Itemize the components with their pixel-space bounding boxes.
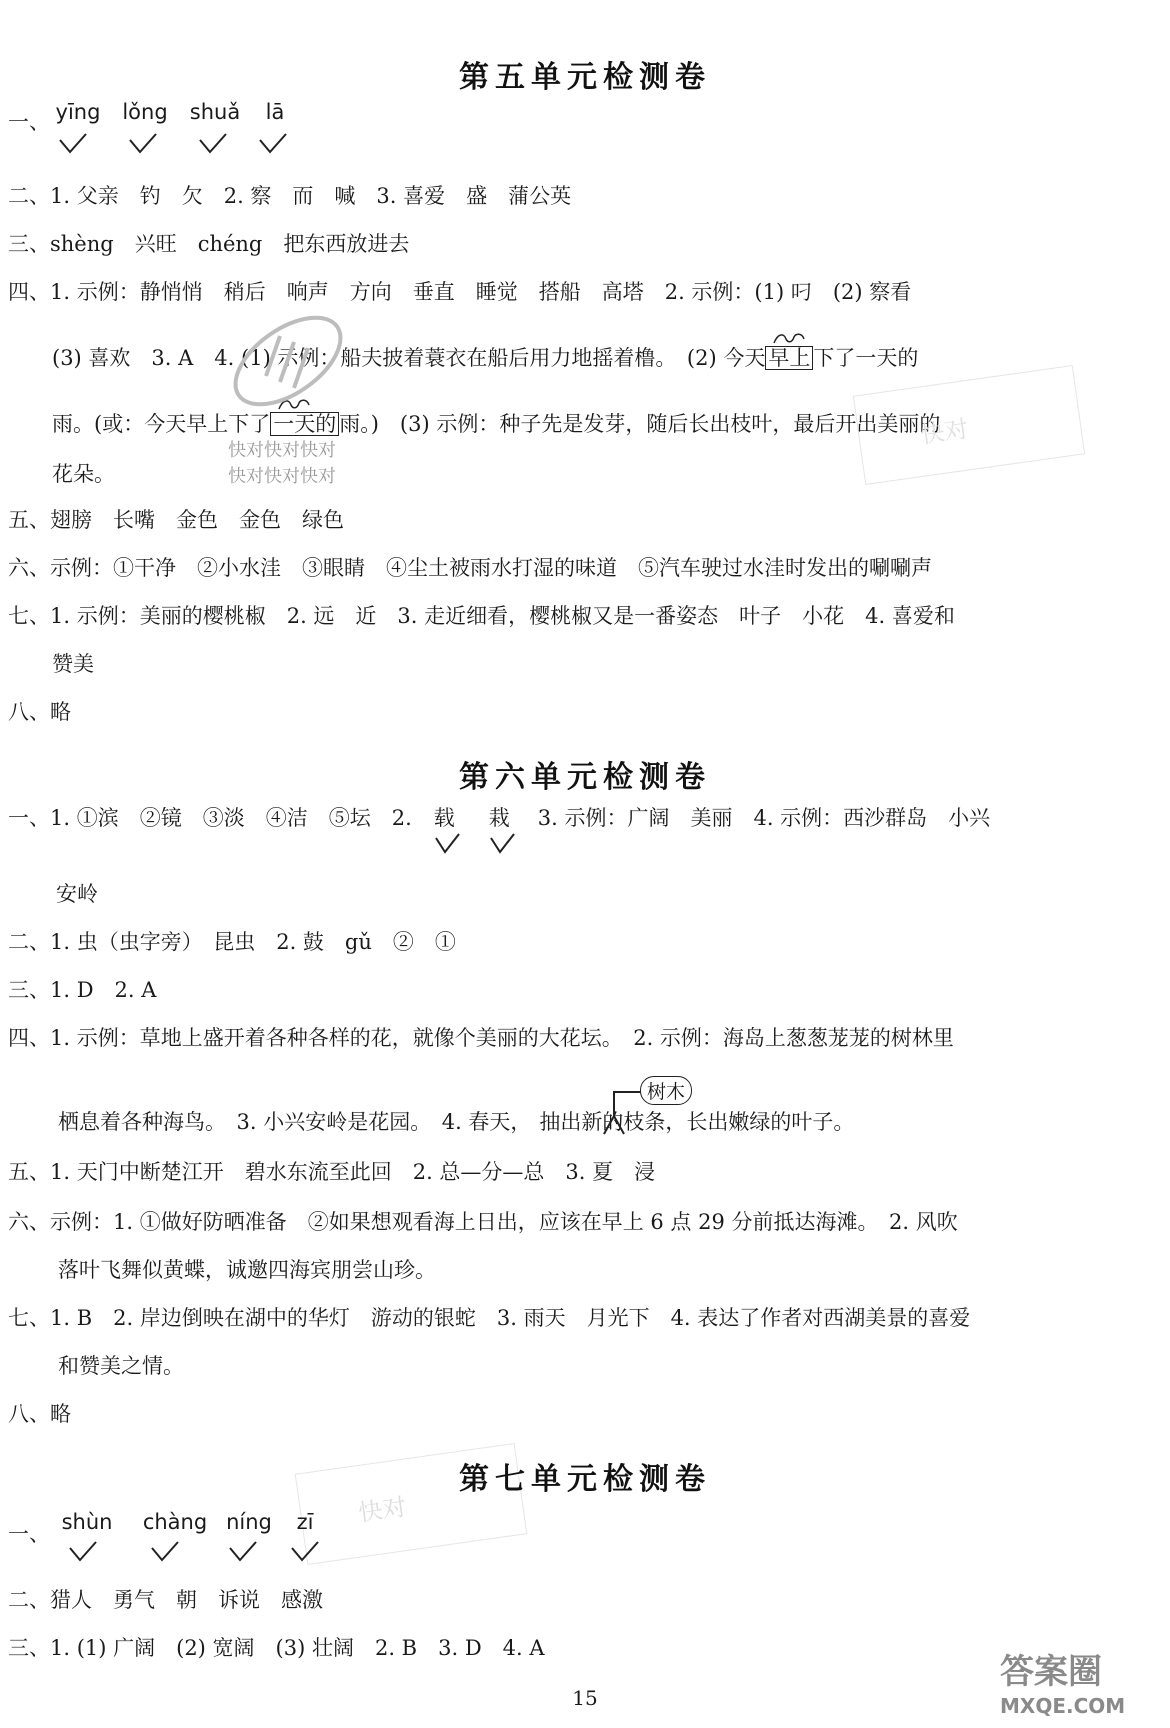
text-segment: 雨。(或：今天早上下了 bbox=[52, 412, 271, 436]
unit6-q4-line1: 四、1. 示例：草地上盛开着各种各样的花，就像个美丽的大花坛。 2. 示例：海岛上葱葱茏茏的树林里 bbox=[8, 1026, 954, 1050]
unit6-title: 第六单元检测卷 bbox=[459, 760, 711, 795]
text-segment: 一、1. ①滨 ②镜 ③淡 ④洁 ⑤坛 2. bbox=[8, 806, 412, 830]
pinyin-item: shuǎ bbox=[189, 100, 241, 124]
watermark-box bbox=[853, 365, 1085, 485]
text-segment: 3. 示例：广阔 美丽 4. 示例：西沙群岛 小兴 bbox=[537, 806, 991, 830]
insert-word-box: 树木 bbox=[640, 1076, 692, 1105]
unit6-q6-line1: 六、示例：1. ①做好防晒准备 ②如果想观看海上日出，应该在早上 6 点 29 分前抵达海滩。 2. 风吹 bbox=[8, 1210, 958, 1234]
unit6-q2: 二、1. 虫（虫字旁） 昆虫 2. 鼓 gǔ ② ① bbox=[8, 930, 456, 954]
watermark-stamp-icon bbox=[218, 306, 358, 416]
watermark-line: 快对快对快对 bbox=[228, 440, 336, 461]
unit7-q2: 二、猎人 勇气 朝 诉说 感激 bbox=[8, 1588, 323, 1612]
unit5-q7-line2: 赞美 bbox=[52, 652, 94, 676]
unit6-q3: 三、1. D 2. A bbox=[8, 978, 157, 1002]
unit5-q6: 六、示例：①干净 ②小水洼 ③眼睛 ④尘土被雨水打湿的味道 ⑤汽车驶过水洼时发出的唰唰声 bbox=[8, 556, 932, 580]
unit6-q7-line1: 七、1. B 2. 岸边倒映在湖中的华灯 游动的银蛇 3. 雨天 月光下 4. 表达了作者对西湖美景的喜爱 bbox=[8, 1306, 971, 1330]
pinyin-item: yīng bbox=[55, 100, 101, 124]
unit5-q2: 二、1. 父亲 钓 欠 2. 察 而 喊 3. 喜爱 盛 蒲公英 bbox=[8, 184, 572, 208]
text-segment: 下了一天的 bbox=[813, 346, 919, 370]
corner-logo: 答案圈 bbox=[1000, 1652, 1102, 1692]
check-mark-icon bbox=[68, 1540, 98, 1562]
unit6-q7-line2: 和赞美之情。 bbox=[58, 1354, 184, 1378]
unit6-q5: 五、1. 天门中断楚江开 碧水东流至此回 2. 总—分—总 3. 夏 浸 bbox=[8, 1160, 656, 1184]
pinyin-item: lǒng bbox=[122, 100, 168, 124]
check-mark-icon bbox=[489, 832, 515, 854]
unit6-q4-line2 bbox=[58, 1112, 854, 1133]
pinyin-item: chàng bbox=[142, 1510, 208, 1534]
unit5-q8: 八、略 bbox=[8, 700, 71, 724]
unit5-title: 第五单元检测卷 bbox=[459, 60, 711, 95]
unit6-q6-line2: 落叶飞舞似黄蝶，诚邀四海宾朋尝山珍。 bbox=[58, 1258, 436, 1282]
watermark-line: 快对快对快对 bbox=[228, 466, 336, 487]
unit5-q3: 三、shèng 兴旺 chéng 把东西放进去 bbox=[8, 232, 410, 256]
page-number: 15 bbox=[572, 1686, 598, 1710]
pinyin-item: zī bbox=[296, 1510, 314, 1534]
boxed-word bbox=[765, 346, 813, 370]
boxed-word-text: 一天的 bbox=[273, 412, 337, 436]
unit7-q3: 三、1. (1) 广阔 (2) 宽阔 (3) 壮阔 2. B 3. D 4. A bbox=[8, 1636, 545, 1660]
text-segment: 抽出新的枝条，长出嫩绿的叶子。 bbox=[539, 1110, 855, 1134]
unit5-q7-line1: 七、1. 示例：美丽的樱桃椒 2. 远 近 3. 走近细看，樱桃椒又是一番姿态 叶子 小花 4. 喜爱和 bbox=[8, 604, 955, 628]
checked-char-text: 栽 bbox=[488, 806, 510, 830]
check-mark-icon bbox=[228, 1540, 258, 1562]
check-mark-icon bbox=[150, 1540, 180, 1562]
check-mark-icon bbox=[128, 132, 158, 154]
check-mark-icon bbox=[198, 132, 228, 154]
checked-char bbox=[489, 808, 510, 829]
unit6-q1-line2: 安岭 bbox=[56, 882, 98, 906]
unit6-q8: 八、略 bbox=[8, 1402, 71, 1426]
unit6-q1-line1 bbox=[8, 808, 990, 829]
checked-char-text: 载 bbox=[433, 806, 455, 830]
unit5-q4-line4: 花朵。 bbox=[52, 462, 115, 486]
text-segment: (3) 喜欢 3. A 4. (1) 示例：船夫披着蓑衣在船后用力地摇着橹。 (2) 今天 bbox=[52, 346, 766, 370]
corner-logo-url: MXQE.COM bbox=[1000, 1694, 1126, 1718]
unit5-q1-label: 一、 bbox=[8, 110, 50, 134]
unit7-title: 第七单元检测卷 bbox=[459, 1462, 711, 1497]
check-mark-icon bbox=[58, 132, 88, 154]
text-segment: 雨。) (3) 示例：种子先是发芽，随后长出枝叶，最后开出美丽的 bbox=[339, 412, 941, 436]
check-mark-icon bbox=[290, 1540, 320, 1562]
pinyin-item: níng bbox=[226, 1510, 272, 1534]
watermark-logo: 快对 bbox=[918, 414, 971, 450]
pinyin-item: shùn bbox=[61, 1510, 113, 1534]
pinyin-item: lā bbox=[265, 100, 285, 124]
boxed-word-text: 早上 bbox=[768, 346, 811, 370]
checked-char bbox=[434, 808, 455, 829]
text-segment: 栖息着各种海鸟。 3. 小兴安岭是花园。 4. 春天， bbox=[58, 1110, 532, 1134]
check-mark-icon bbox=[434, 832, 460, 854]
check-mark-icon bbox=[258, 132, 288, 154]
unit5-q5: 五、翅膀 长嘴 金色 金色 绿色 bbox=[8, 508, 344, 532]
unit5-q4-line3 bbox=[52, 412, 940, 436]
unit5-q4-line2 bbox=[52, 346, 918, 370]
watermark-logo: 快对 bbox=[356, 1492, 409, 1528]
insert-mark-icon bbox=[772, 331, 806, 345]
unit5-q4-line1: 四、1. 示例：静悄悄 稍后 响声 方向 垂直 睡觉 搭船 高塔 2. 示例：(1) 叼 (2) 察看 bbox=[8, 280, 912, 304]
insert-caret-icon bbox=[598, 1086, 642, 1136]
unit7-q1-label: 一、 bbox=[8, 1522, 50, 1546]
